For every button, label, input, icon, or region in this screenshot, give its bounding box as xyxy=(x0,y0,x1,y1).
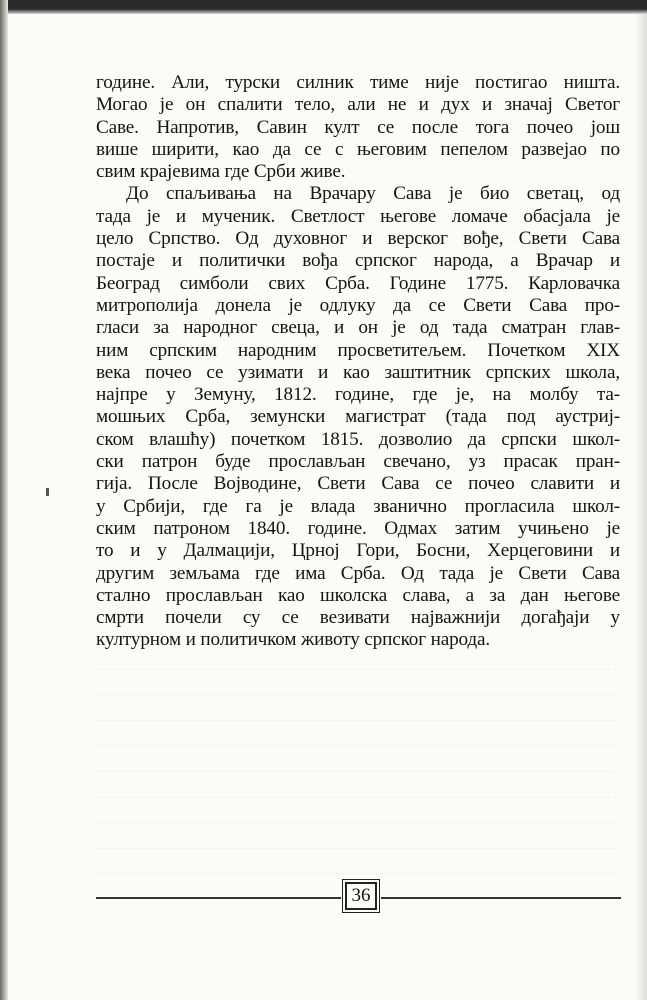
text-line: културном и политичком животу српског народа. xyxy=(96,629,491,651)
body-text xyxy=(96,72,620,652)
text-line: гласи за народног свеца, и он је од тада сматран глав- xyxy=(96,317,620,339)
text-line: свим крајевима где Срби живе. xyxy=(96,161,346,183)
scan-right-shadow xyxy=(635,14,647,1000)
text-line: ским патроном 1840. године. Одмах затим учињено је xyxy=(96,517,620,539)
text-line: постаје и политички вођа српског народа, а Врачар и xyxy=(96,250,620,272)
text-line: стално прослављан као школска слава, а за дан његове xyxy=(96,584,620,606)
scan-speck xyxy=(46,488,49,496)
text-line: ском влашћу) почетком 1815. дозволио да српски школ- xyxy=(96,428,620,450)
text-line: До спаљивања на Врачару Сава је био светац, од xyxy=(126,183,620,205)
text-line: смрти почели су се везивати најважнији догађаји у xyxy=(96,607,620,629)
text-line: митрополија донела је одлуку да се Свети Сава про- xyxy=(96,294,620,316)
text-line: ним српским народним просветитељем. Почетком XIX xyxy=(96,339,620,361)
text-line: у Србији, где га је влада званично прогласила школ- xyxy=(96,495,620,517)
text-line: више ширити, као да се с његовим пепелом развејао по xyxy=(96,138,620,160)
text-line: цело Српство. Од духовног и верског вође, Свети Сава xyxy=(96,228,620,250)
paragraph xyxy=(96,72,620,183)
footer-rule-left xyxy=(96,897,341,899)
paragraph xyxy=(96,183,620,651)
text-line: гија. После Војводине, Свети Сава се почео славити и xyxy=(96,473,620,495)
text-line: тада је и мученик. Светлост његове ломаче обасјала је xyxy=(96,205,620,227)
text-line: године. Али, турски силник тиме није постигао ништа. xyxy=(96,72,620,93)
page-number: 36 xyxy=(345,882,377,910)
text-line: века почео се узимати и као заштитник српских школа, xyxy=(96,361,620,383)
text-line: најпре у Земуну, 1812. године, где је, на молбу та- xyxy=(96,384,620,406)
text-line: Могао је он спалити тело, али не и дух и значај Светог xyxy=(96,94,620,116)
text-line: Београд симболи свих Срба. Године 1775. Карловачка xyxy=(96,272,620,294)
text-line: мошњих Срба, земунски магистрат (тада под аустриј- xyxy=(96,406,620,428)
text-line: Саве. Напротив, Савин култ се после тога почео још xyxy=(96,116,620,138)
scan-top-edge xyxy=(0,0,647,14)
text-line: ски патрон буде прослављан свечано, уз прасак пран- xyxy=(96,451,620,473)
text-line: то и у Далмацији, Црној Гори, Босни, Херцеговини и xyxy=(96,540,620,562)
bleed-through-text xyxy=(96,648,616,878)
scan-left-edge xyxy=(0,0,8,1000)
text-line: другим земљама где има Срба. Од тада је Свети Сава xyxy=(96,562,620,584)
footer-rule-right xyxy=(381,897,621,899)
